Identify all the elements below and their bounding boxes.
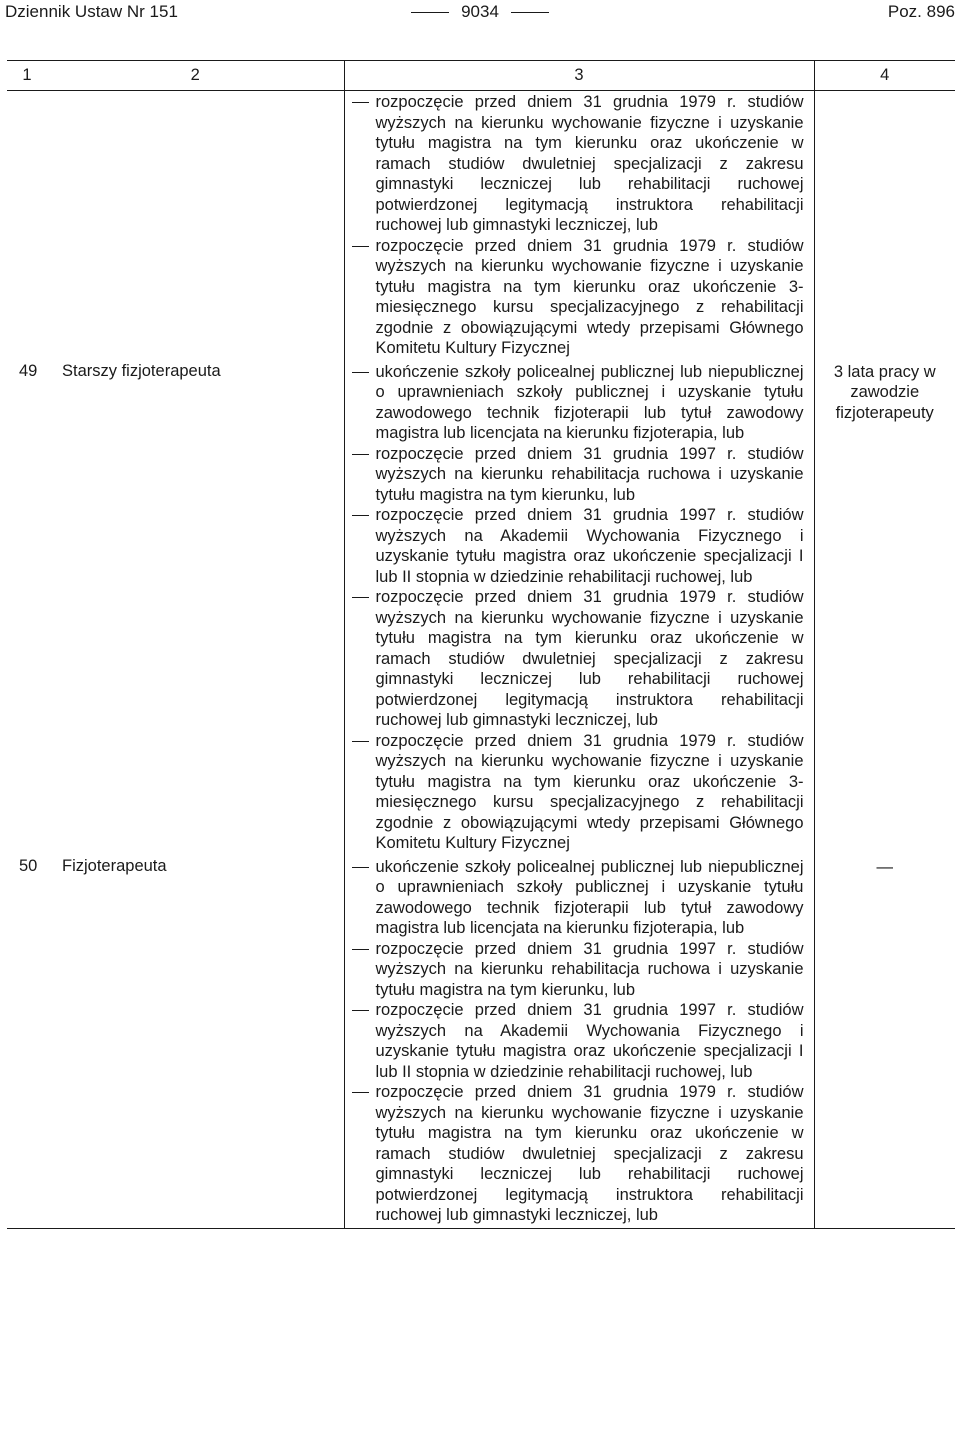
- experience-cell: [814, 361, 955, 856]
- column-numbers-row: [7, 61, 955, 91]
- experience-cell: [814, 91, 955, 361]
- requirement-item: rozpoczęcie przed dniem 31 grudnia 1979 r. studiów wyższych na kierunku wychowanie fizyczne i uzyskanie tytułu magistra na tym kierunku oraz ukończenie w ramach studiów dwuletniej specjalizacji z zakresu gimnastyki leczniczej lub rehabilitacji ruchowej potwierdzonej legitymacją instruktora rehabilitacji ruchowej lub gimnastyki leczniczej, lub: [352, 587, 804, 731]
- page-number-dash-right: [511, 12, 549, 13]
- column-number-1: 1: [22, 66, 32, 84]
- page-header: [0, 0, 960, 32]
- requirement-item: rozpoczęcie przed dniem 31 grudnia 1979 r. studiów wyższych na kierunku wychowanie fizyczne i uzyskanie tytułu magistra na tym kierunku oraz ukończenie w ramach studiów dwuletniej specjalizacji z zakresu gimnastyki leczniczej lub rehabilitacji ruchowej potwierdzonej legitymacją instruktora rehabilitacji ruchowej lub gimnastyki leczniczej, lub: [352, 92, 804, 236]
- requirement-item: ukończenie szkoły policealnej publicznej lub niepublicznej o uprawnieniach szkoły publicznej i uzyskanie tytułu zawodowego technik fizjoterapii lub tytuł zawodowy magistra lub licencjata na kierunku fizjoterapia, lub: [352, 857, 804, 939]
- requirement-item: rozpoczęcie przed dniem 31 grudnia 1979 r. studiów wyższych na kierunku wychowanie fizyczne i uzyskanie tytułu magistra na tym kierunku oraz ukończenie 3-miesięcznego kursu specjalizacyjnego z rehabilitacji zgodnie z obowiązującymi wtedy przepisami Głównego Komitetu Kultury Fizycznej: [352, 731, 804, 854]
- requirement-item: rozpoczęcie przed dniem 31 grudnia 1979 r. studiów wyższych na kierunku wychowanie fizyczne i uzyskanie tytułu magistra na tym kierunku oraz ukończenie 3-miesięcznego kursu specjalizacyjnego z rehabilitacji zgodnie z obowiązującymi wtedy przepisami Głównego Komitetu Kultury Fizycznej: [352, 236, 804, 359]
- requirement-item: rozpoczęcie przed dniem 31 grudnia 1997 r. studiów wyższych na Akademii Wychowania Fizycznego i uzyskanie tytułu magistra oraz ukończenie specjalizacji I lub II stopnia w dziedzinie rehabilitacji ruchowej, lub: [352, 505, 804, 587]
- requirement-item: rozpoczęcie przed dniem 31 grudnia 1997 r. studiów wyższych na kierunku rehabilitacja ruchowa i uzyskanie tytułu magistra na tym kierunku, lub: [352, 444, 804, 506]
- qualification-table: [7, 60, 955, 1229]
- requirement-item: rozpoczęcie przed dniem 31 grudnia 1997 r. studiów wyższych na Akademii Wychowania Fizycznego i uzyskanie tytułu magistra oraz ukończenie specjalizacji I lub II stopnia w dziedzinie rehabilitacji ruchowej, lub: [352, 1000, 804, 1082]
- position-cell: [7, 91, 344, 361]
- position-number: Poz. 896: [887, 2, 955, 21]
- position-cell: [7, 856, 344, 1229]
- position-name: Starszy fizjoterapeuta: [62, 361, 221, 380]
- column-number-3: 3: [344, 61, 814, 91]
- requirements-cell: [344, 91, 814, 361]
- requirement-item: rozpoczęcie przed dniem 31 grudnia 1979 r. studiów wyższych na kierunku wychowanie fizyczne i uzyskanie tytułu magistra na tym kierunku oraz ukończenie w ramach studiów dwuletniej specjalizacji z zakresu gimnastyki leczniczej lub rehabilitacji ruchowej potwierdzonej legitymacją instruktora rehabilitacji ruchowej lub gimnastyki leczniczej, lub: [352, 1082, 804, 1226]
- page-number: 9034: [461, 2, 499, 21]
- experience-text: 3 lata pracy w zawodzie fizjoterapeuty: [833, 362, 936, 422]
- table-row: [7, 91, 955, 361]
- row-number: 50: [19, 856, 38, 875]
- row-number: 49: [19, 361, 38, 380]
- journal-title: Dziennik Ustaw Nr 151: [5, 2, 178, 21]
- page-number-dash-left: [411, 12, 449, 13]
- table-row: [7, 361, 955, 856]
- experience-text: —: [876, 857, 893, 876]
- table-row: [7, 856, 955, 1229]
- requirements-cell: [344, 856, 814, 1229]
- requirements-cell: [344, 361, 814, 856]
- requirement-item: ukończenie szkoły policealnej publicznej lub niepublicznej o uprawnieniach szkoły publicznej i uzyskanie tytułu zawodowego technik fizjoterapii lub tytuł zawodowy magistra lub licencjata na kierunku fizjoterapia, lub: [352, 362, 804, 444]
- position-name: Fizjoterapeuta: [62, 856, 167, 875]
- position-cell: [7, 361, 344, 856]
- requirement-item: rozpoczęcie przed dniem 31 grudnia 1997 r. studiów wyższych na kierunku rehabilitacja ruchowa i uzyskanie tytułu magistra na tym kierunku, lub: [352, 939, 804, 1001]
- column-number-2: 2: [190, 66, 200, 84]
- column-header-1-2: [7, 61, 344, 91]
- experience-cell: [814, 856, 955, 1229]
- page-number-block: [0, 2, 960, 22]
- column-number-4: 4: [814, 61, 955, 91]
